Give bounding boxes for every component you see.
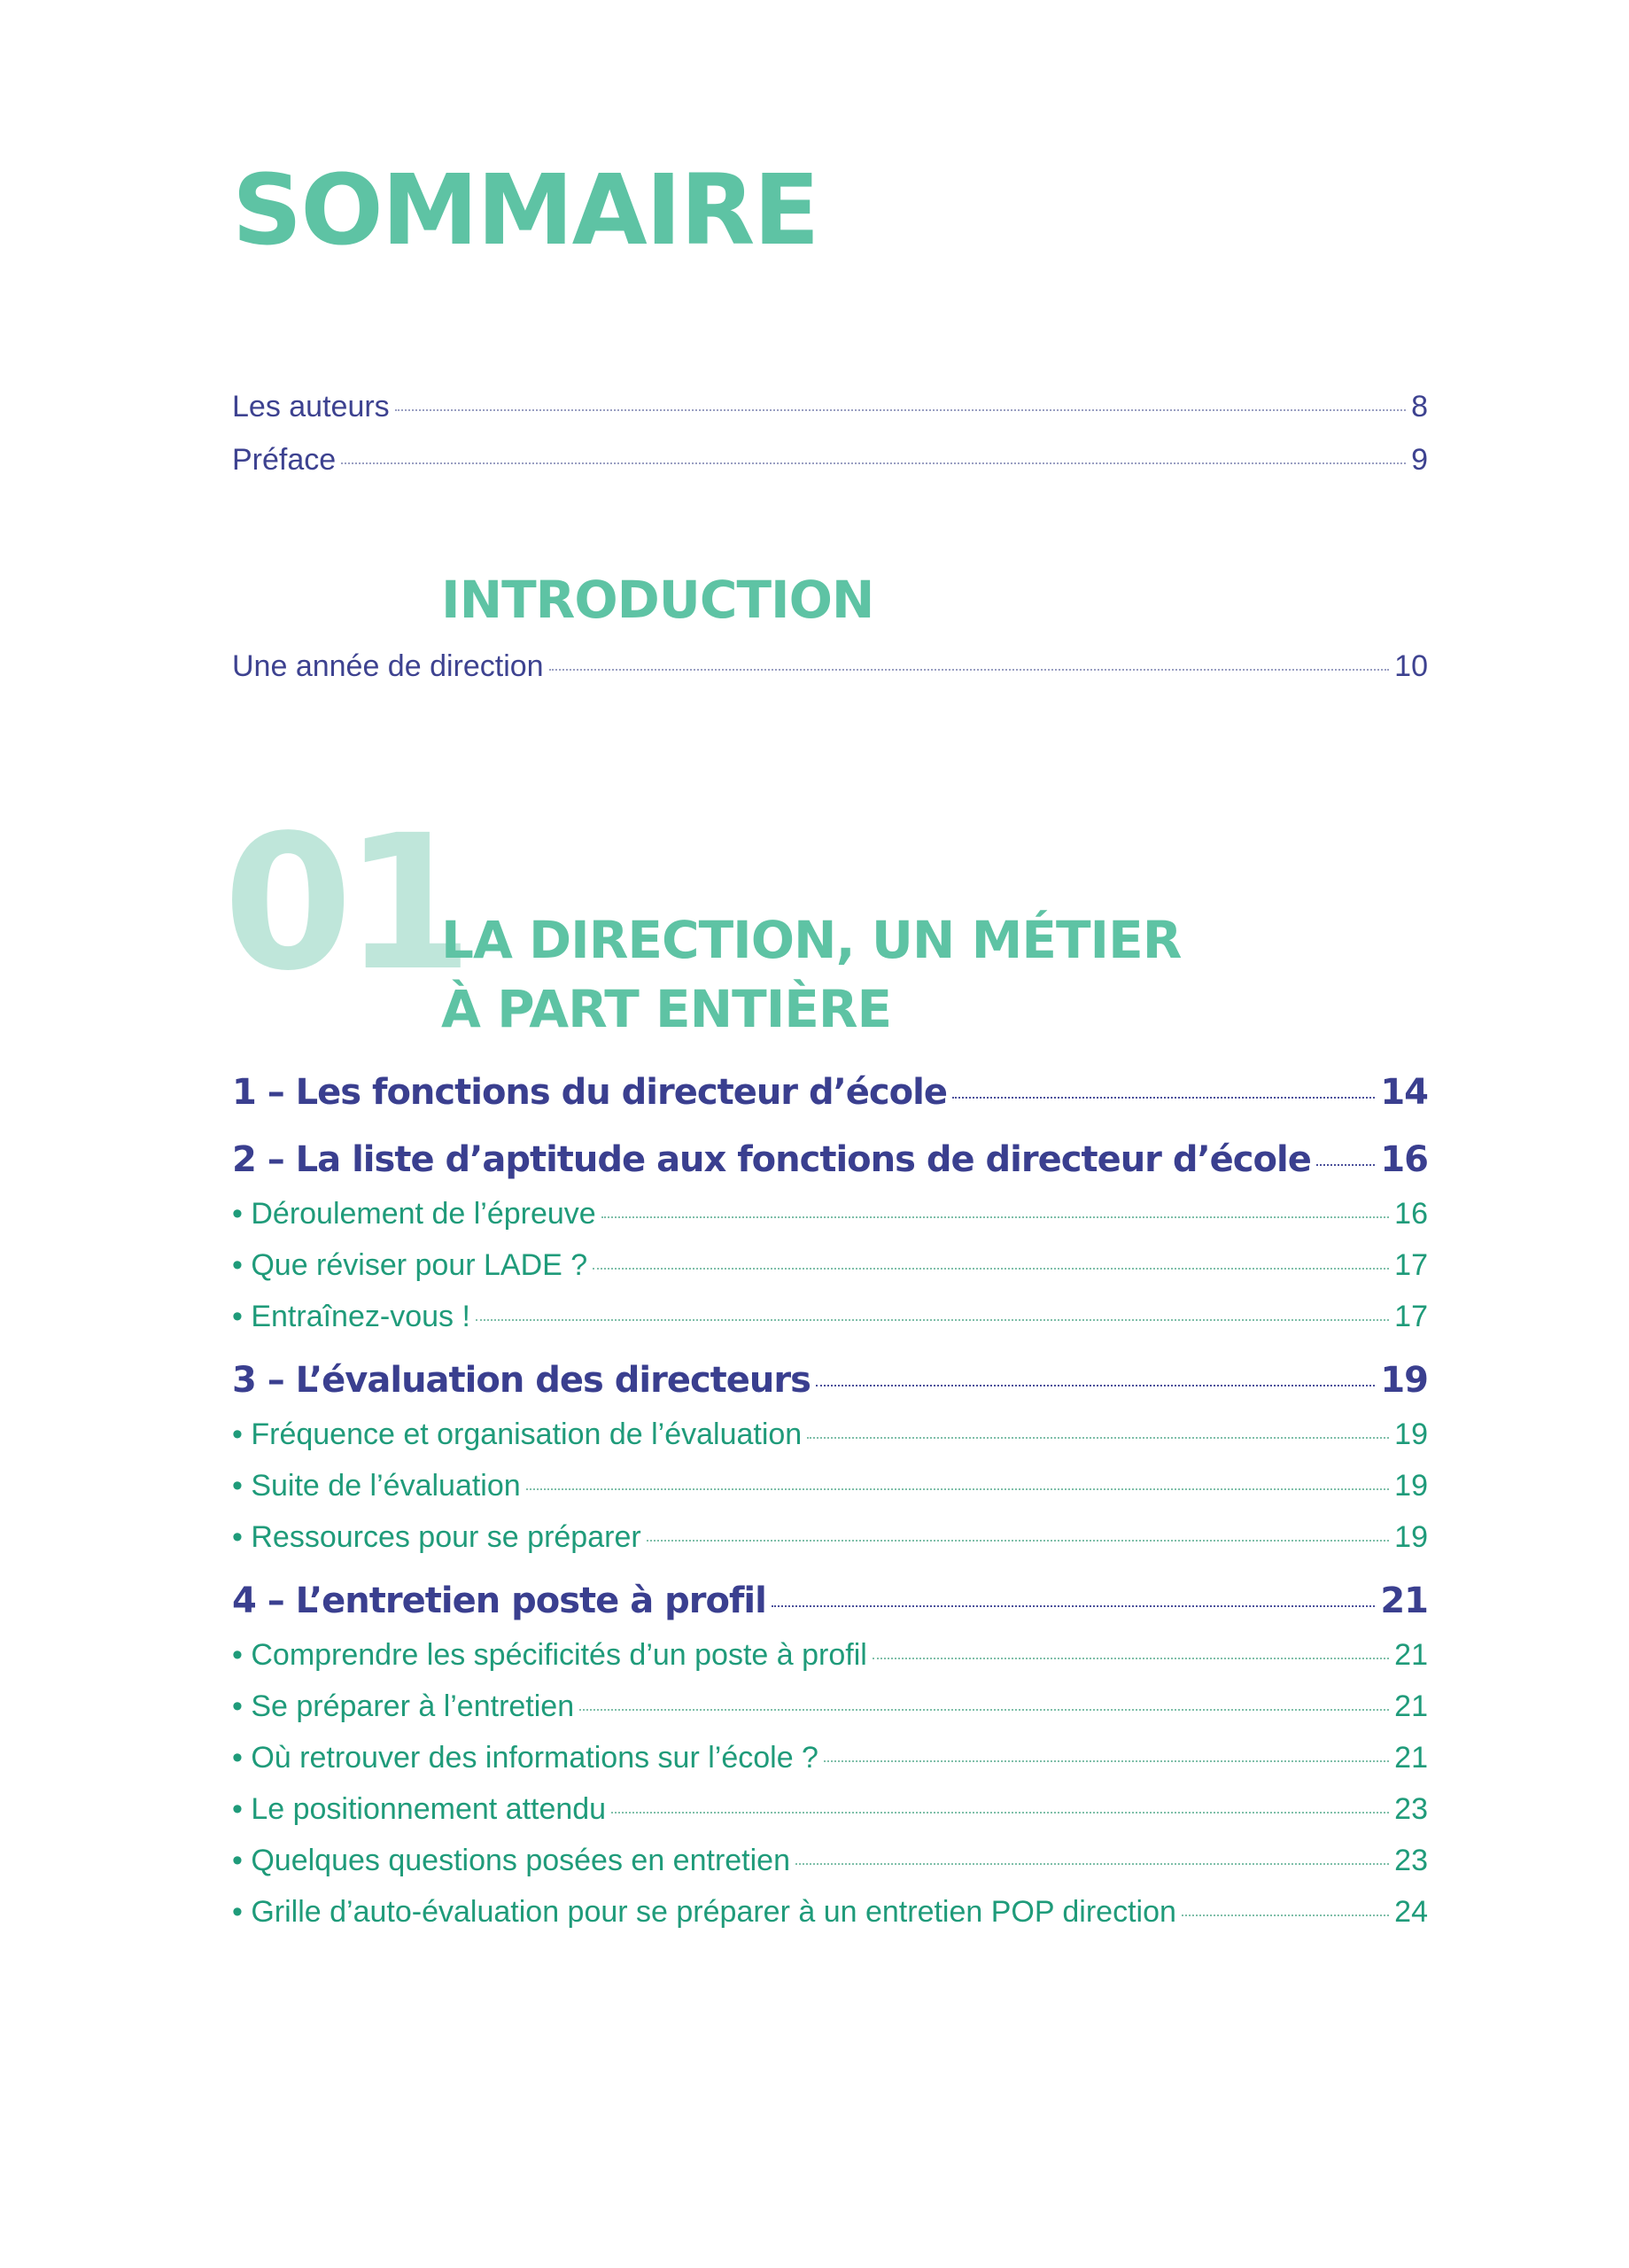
dot-leader	[952, 1097, 1375, 1099]
toc-entry-label: Préface	[232, 443, 337, 477]
toc-page-number: 23	[1394, 1844, 1428, 1877]
toc-page-number: 21	[1394, 1638, 1428, 1672]
toc-entry-label: Une année de direction	[232, 649, 544, 683]
chapter-title-line: LA DIRECTION, UN MÉTIER	[441, 910, 1182, 970]
introduction-heading: INTRODUCTION	[441, 570, 874, 630]
toc-subentry[interactable]	[232, 1418, 1428, 1452]
toc-subentry-label: • Que réviser pour LADE ?	[232, 1248, 588, 1282]
dot-leader	[807, 1437, 1389, 1439]
toc-page-number: 21	[1394, 1689, 1428, 1723]
toc-subentry[interactable]	[232, 1792, 1428, 1827]
toc-page-number: 19	[1394, 1418, 1428, 1451]
toc-page-number: 16	[1394, 1197, 1428, 1231]
toc-entry-label: Les auteurs	[232, 390, 390, 423]
toc-page-number: 21	[1380, 1581, 1428, 1621]
page-title: SOMMAIRE	[232, 153, 818, 267]
toc-subentry[interactable]	[232, 1248, 1428, 1283]
dot-leader	[795, 1863, 1389, 1865]
toc-section-label: 1 – Les fonctions du directeur d’école	[232, 1072, 947, 1113]
toc-subentry[interactable]	[232, 1197, 1428, 1231]
toc-page-number: 19	[1394, 1520, 1428, 1554]
dot-leader	[873, 1658, 1389, 1659]
toc-page-number: 19	[1380, 1360, 1428, 1401]
toc-page-number: 17	[1394, 1248, 1428, 1282]
toc-page-number: 19	[1394, 1469, 1428, 1503]
dot-leader	[772, 1605, 1376, 1607]
toc-subentry[interactable]	[232, 1520, 1428, 1555]
toc-entry-intro[interactable]	[232, 649, 1428, 684]
toc-subentry[interactable]	[232, 1844, 1428, 1878]
dot-leader	[1316, 1164, 1376, 1166]
dot-leader	[1182, 1915, 1389, 1916]
dot-leader	[395, 409, 1406, 411]
toc-section-label: 3 – L’évaluation des directeurs	[232, 1360, 811, 1401]
toc-subentry-label: • Déroulement de l’épreuve	[232, 1197, 596, 1231]
toc-page-number: 21	[1394, 1741, 1428, 1775]
chapter-number: 01	[223, 795, 465, 1012]
dot-leader	[476, 1319, 1389, 1321]
toc-page-number: 17	[1394, 1300, 1428, 1333]
dot-leader	[579, 1709, 1389, 1711]
toc-entry-preface[interactable]	[232, 443, 1428, 478]
toc-subentry-label: • Le positionnement attendu	[232, 1792, 607, 1826]
dot-leader	[601, 1216, 1389, 1218]
toc-subentry[interactable]	[232, 1638, 1428, 1673]
toc-entry-authors[interactable]	[232, 390, 1428, 424]
toc-subentry-label: • Fréquence et organisation de l’évaluation	[232, 1418, 803, 1451]
chapter-title	[441, 905, 1181, 1044]
toc-section-4[interactable]	[232, 1581, 1428, 1621]
dot-leader	[526, 1488, 1389, 1490]
dot-leader	[611, 1812, 1389, 1814]
toc-section-label: 2 – La liste d’aptitude aux fonctions de directeur d’école	[232, 1139, 1311, 1180]
toc-page-number: 14	[1380, 1072, 1428, 1113]
toc-page-number: 24	[1394, 1895, 1428, 1929]
toc-page-number: 9	[1411, 443, 1428, 477]
toc-page-number: 23	[1394, 1792, 1428, 1826]
toc-page-number: 16	[1380, 1139, 1428, 1180]
toc-subentry[interactable]	[232, 1689, 1428, 1724]
toc-subentry-label: • Se préparer à l’entretien	[232, 1689, 575, 1723]
toc-subentry-label: • Où retrouver des informations sur l’école ?	[232, 1741, 818, 1775]
toc-section-1[interactable]	[232, 1072, 1428, 1113]
toc-subentry[interactable]	[232, 1895, 1428, 1930]
dot-leader	[593, 1268, 1389, 1270]
chapter-title-line: À PART ENTIÈRE	[441, 979, 892, 1039]
dot-leader	[824, 1760, 1389, 1762]
toc-section-label: 4 – L’entretien poste à profil	[232, 1581, 766, 1621]
dot-leader	[647, 1540, 1389, 1542]
toc-subentry-label: • Grille d’auto-évaluation pour se préparer à un entretien POP direction	[232, 1895, 1176, 1929]
dot-leader	[341, 462, 1406, 464]
toc-subentry-label: • Ressources pour se préparer	[232, 1520, 641, 1554]
toc-subentry[interactable]	[232, 1300, 1428, 1334]
toc-page-number: 8	[1411, 390, 1428, 423]
toc-subentry-label: • Suite de l’évaluation	[232, 1469, 521, 1503]
toc-subentry[interactable]	[232, 1741, 1428, 1775]
toc-subentry-label: • Quelques questions posées en entretien	[232, 1844, 790, 1877]
dot-leader	[816, 1385, 1375, 1386]
toc-section-3[interactable]	[232, 1360, 1428, 1401]
toc-subentry-label: • Entraînez-vous !	[232, 1300, 470, 1333]
toc-subentry-label: • Comprendre les spécificités d’un poste à profil	[232, 1638, 867, 1672]
toc-section-2[interactable]	[232, 1139, 1428, 1180]
toc-subentry[interactable]	[232, 1469, 1428, 1503]
toc-page-number: 10	[1394, 649, 1428, 683]
dot-leader	[549, 669, 1390, 671]
